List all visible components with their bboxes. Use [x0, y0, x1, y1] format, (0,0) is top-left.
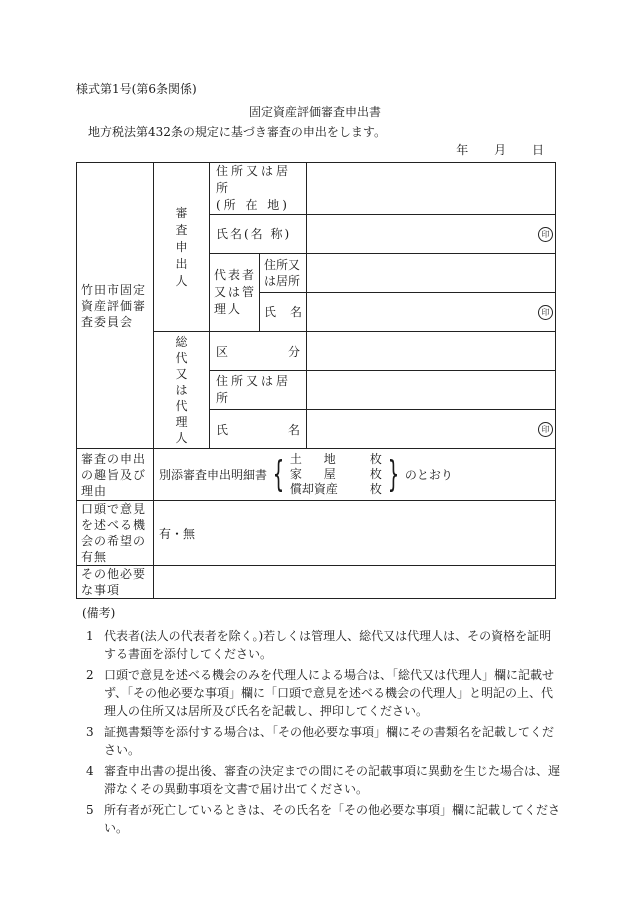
- agent-name-label-2: 名: [288, 422, 301, 437]
- address-field[interactable]: [307, 163, 556, 215]
- goods-item: 償却資産 枚: [289, 482, 382, 496]
- remark-item: 5 所有者が死亡しているときは、その氏名を「その他必要な事項」欄に記載してください。: [86, 803, 561, 835]
- agent-address-label-cell: [210, 371, 307, 410]
- category-label-2: 分: [288, 344, 301, 359]
- date-day: 日: [531, 143, 544, 157]
- intro-statement: 地方税法第432条の規定に基づき審査の申出をします。: [88, 125, 386, 139]
- name-label-cell: [210, 215, 307, 254]
- oral-opinion-field[interactable]: [154, 501, 556, 566]
- address-label-cell: [210, 163, 307, 215]
- name-label: 氏名(名 称): [216, 226, 292, 241]
- remarks-section: [82, 604, 562, 840]
- goods-item: 家 屋 枚: [289, 467, 382, 481]
- remark-item: 4 審査申出書の提出後、審査の決定までの間にその記載事項に異動を生じた場合は、遅滞なくその異動事項を文書で届け出てください。: [86, 764, 561, 796]
- agent-name-field[interactable]: [307, 410, 556, 449]
- other-matters-label-cell: [77, 566, 154, 599]
- agent-address-field[interactable]: [307, 371, 556, 410]
- category-label-cell: [210, 332, 307, 371]
- purpose-field[interactable]: [154, 449, 556, 501]
- rep-address-label-cell: [260, 254, 307, 293]
- representative-label: 代表者又は管理人: [214, 268, 257, 316]
- agent-vertical-label: 総代又は代理人: [154, 332, 210, 449]
- application-form-table: [76, 162, 556, 599]
- seal-mark: 印: [538, 305, 553, 320]
- remarks-heading: (備考): [82, 606, 116, 620]
- oral-opinion-value: 有・無: [159, 526, 196, 541]
- recipient-name: 竹田市固定資産評価審査委員会: [81, 282, 147, 329]
- goods-item: 土 地 枚: [289, 452, 382, 466]
- purpose-label: 審査の申出の趣旨及び理由: [81, 451, 147, 498]
- applicant-vertical-label: 審査申出人: [154, 163, 210, 332]
- other-matters-label: その他必要な事項: [81, 567, 147, 597]
- agent-address-label: 住所又は居所: [216, 374, 292, 405]
- category-label-1: 区: [216, 344, 229, 359]
- rep-name-field[interactable]: [307, 293, 556, 332]
- category-field[interactable]: [307, 332, 556, 371]
- remark-item: 2 口頭で意見を述べる機会のみを代理人による場合は、「総代又は代理人」欄に記載せず、「その他必要な事項」欄に「口頭で意見を述べる機会の代理人」と明記の上、代理人の住所又は居所及び氏名を記載し、押印してください。: [86, 668, 555, 718]
- left-brace-icon: {: [272, 453, 285, 495]
- seal-mark: 印: [538, 227, 553, 242]
- recipient-cell: [77, 163, 154, 449]
- purpose-label-cell: [77, 449, 154, 501]
- remark-item: 1 代表者(法人の代表者を除く。)若しくは管理人、総代又は代理人は、その資格を証明する書面を添付してください。: [86, 629, 552, 661]
- representative-label-cell: [210, 254, 260, 332]
- oral-opinion-label-cell: [77, 501, 154, 566]
- rep-name-label-2: 名: [290, 305, 303, 319]
- address-label: 住所又は居所: [216, 164, 292, 195]
- rep-address-label: 住所又は居所: [264, 258, 301, 288]
- date-year: 年: [456, 143, 469, 157]
- rep-name-label-1: 氏: [264, 305, 277, 319]
- rep-address-field[interactable]: [307, 254, 556, 293]
- agent-name-label-cell: [210, 410, 307, 449]
- seal-mark: 印: [538, 422, 553, 437]
- form-number-label: 様式第1号(第6条関係): [76, 82, 197, 96]
- remark-item: 3 証拠書類等を添付する場合は、「その他必要な事項」欄にその書類名を記載してください。: [86, 725, 555, 757]
- rep-name-label-cell: [260, 293, 307, 332]
- goods-list: [290, 452, 382, 497]
- right-brace-icon: }: [387, 453, 400, 495]
- purpose-prefix: 別添審査申出明細書: [159, 468, 268, 482]
- date-month: 月: [494, 143, 507, 157]
- oral-opinion-label: 口頭で意見を述べる機会の希望の有無: [81, 502, 147, 564]
- other-matters-field[interactable]: [154, 566, 556, 599]
- date-line: [456, 141, 544, 158]
- document-title: 固定資産評価審査申出書: [248, 105, 381, 119]
- agent-name-label-1: 氏: [216, 422, 229, 437]
- address-sublabel: (所 在 地): [216, 198, 290, 212]
- name-field[interactable]: [307, 215, 556, 254]
- purpose-suffix: のとおり: [404, 468, 453, 482]
